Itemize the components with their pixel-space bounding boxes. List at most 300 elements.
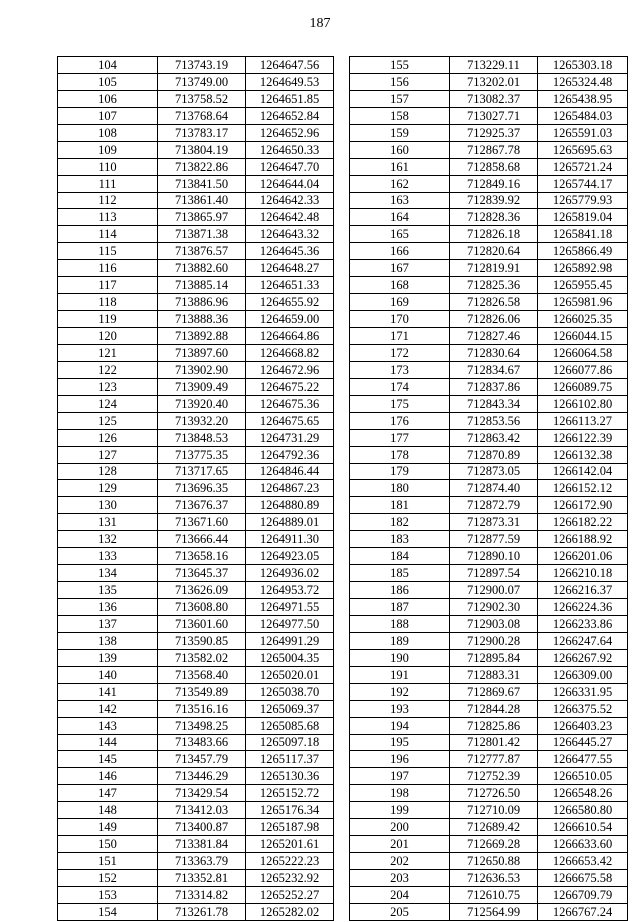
x-coordinate-cell: 712870.89 — [450, 446, 538, 463]
x-coordinate-cell: 712825.36 — [450, 277, 538, 294]
y-coordinate-cell: 1266403.23 — [538, 717, 628, 734]
table-row — [350, 192, 628, 209]
table-row — [58, 446, 334, 463]
point-number-cell: 195 — [350, 734, 450, 751]
table-row — [350, 158, 628, 175]
point-number-cell: 156 — [350, 73, 450, 90]
y-coordinate-cell: 1266477.55 — [538, 751, 628, 768]
table-row — [58, 226, 334, 243]
point-number-cell: 121 — [58, 344, 158, 361]
point-number-cell: 176 — [350, 412, 450, 429]
table-row — [58, 531, 334, 548]
x-coordinate-cell: 713888.36 — [158, 311, 246, 328]
x-coordinate-cell: 713886.96 — [158, 294, 246, 311]
table-row — [58, 632, 334, 649]
table-row — [350, 666, 628, 683]
x-coordinate-cell: 713783.17 — [158, 124, 246, 141]
point-number-cell: 194 — [350, 717, 450, 734]
y-coordinate-cell: 1266182.22 — [538, 514, 628, 531]
point-number-cell: 153 — [58, 886, 158, 903]
table-row — [58, 717, 334, 734]
y-coordinate-cell: 1265841.18 — [538, 226, 628, 243]
x-coordinate-cell: 713804.19 — [158, 141, 246, 158]
point-number-cell: 129 — [58, 480, 158, 497]
x-coordinate-cell: 713876.57 — [158, 243, 246, 260]
point-number-cell: 112 — [58, 192, 158, 209]
table-row — [58, 463, 334, 480]
y-coordinate-cell: 1266309.00 — [538, 666, 628, 683]
table-row — [58, 260, 334, 277]
table-row — [58, 361, 334, 378]
point-number-cell: 196 — [350, 751, 450, 768]
x-coordinate-cell: 713775.35 — [158, 446, 246, 463]
point-number-cell: 192 — [350, 683, 450, 700]
point-number-cell: 205 — [350, 903, 450, 920]
table-row — [350, 395, 628, 412]
point-number-cell: 116 — [58, 260, 158, 277]
y-coordinate-cell: 1264645.36 — [246, 243, 334, 260]
table-row — [58, 294, 334, 311]
table-row — [350, 599, 628, 616]
y-coordinate-cell: 1264675.36 — [246, 395, 334, 412]
y-coordinate-cell: 1264659.00 — [246, 311, 334, 328]
table-row — [58, 870, 334, 887]
table-row — [350, 615, 628, 632]
point-number-cell: 159 — [350, 124, 450, 141]
table-row — [58, 700, 334, 717]
y-coordinate-cell: 1265779.93 — [538, 192, 628, 209]
point-number-cell: 183 — [350, 531, 450, 548]
table-row — [350, 514, 628, 531]
x-coordinate-cell: 713202.01 — [450, 73, 538, 90]
point-number-cell: 201 — [350, 836, 450, 853]
y-coordinate-cell: 1266580.80 — [538, 802, 628, 819]
table-row — [58, 175, 334, 192]
y-coordinate-cell: 1264731.29 — [246, 429, 334, 446]
x-coordinate-cell: 713590.85 — [158, 632, 246, 649]
table-row — [350, 632, 628, 649]
table-row — [350, 886, 628, 903]
table-row — [350, 582, 628, 599]
y-coordinate-cell: 1264642.48 — [246, 209, 334, 226]
table-row — [58, 395, 334, 412]
y-coordinate-cell: 1264675.65 — [246, 412, 334, 429]
table-row — [58, 819, 334, 836]
point-number-cell: 202 — [350, 853, 450, 870]
x-coordinate-cell: 713645.37 — [158, 565, 246, 582]
x-coordinate-cell: 713909.49 — [158, 378, 246, 395]
table-row — [350, 429, 628, 446]
y-coordinate-cell: 1264672.96 — [246, 361, 334, 378]
point-number-cell: 137 — [58, 615, 158, 632]
x-coordinate-cell: 712819.91 — [450, 260, 538, 277]
x-coordinate-cell: 712853.56 — [450, 412, 538, 429]
table-row — [350, 819, 628, 836]
y-coordinate-cell: 1265721.24 — [538, 158, 628, 175]
point-number-cell: 133 — [58, 548, 158, 565]
x-coordinate-cell: 712869.67 — [450, 683, 538, 700]
point-number-cell: 104 — [58, 57, 158, 74]
x-coordinate-cell: 713865.97 — [158, 209, 246, 226]
table-row — [350, 649, 628, 666]
table-row — [58, 615, 334, 632]
point-number-cell: 145 — [58, 751, 158, 768]
x-coordinate-cell: 712858.68 — [450, 158, 538, 175]
point-number-cell: 141 — [58, 683, 158, 700]
point-number-cell: 188 — [350, 615, 450, 632]
table-row — [58, 378, 334, 395]
table-row — [350, 344, 628, 361]
point-number-cell: 109 — [58, 141, 158, 158]
point-number-cell: 178 — [350, 446, 450, 463]
x-coordinate-cell: 713412.03 — [158, 802, 246, 819]
table-row — [350, 497, 628, 514]
y-coordinate-cell: 1264652.96 — [246, 124, 334, 141]
x-coordinate-cell: 712843.34 — [450, 395, 538, 412]
table-row — [350, 785, 628, 802]
point-number-cell: 179 — [350, 463, 450, 480]
point-number-cell: 108 — [58, 124, 158, 141]
x-coordinate-cell: 713932.20 — [158, 412, 246, 429]
table-row — [350, 141, 628, 158]
table-row — [58, 243, 334, 260]
table-row — [350, 548, 628, 565]
x-coordinate-cell: 712897.54 — [450, 565, 538, 582]
point-number-cell: 120 — [58, 328, 158, 345]
table-row — [58, 836, 334, 853]
x-coordinate-cell: 713261.78 — [158, 903, 246, 920]
point-number-cell: 114 — [58, 226, 158, 243]
point-number-cell: 150 — [58, 836, 158, 853]
table-row — [58, 751, 334, 768]
y-coordinate-cell: 1264936.02 — [246, 565, 334, 582]
y-coordinate-cell: 1264977.50 — [246, 615, 334, 632]
x-coordinate-cell: 713676.37 — [158, 497, 246, 514]
y-coordinate-cell: 1265176.34 — [246, 802, 334, 819]
table-row — [58, 158, 334, 175]
point-number-cell: 181 — [350, 497, 450, 514]
x-coordinate-cell: 712837.86 — [450, 378, 538, 395]
table-row — [350, 73, 628, 90]
point-number-cell: 131 — [58, 514, 158, 531]
table-row — [58, 734, 334, 751]
coordinates-table-right — [349, 56, 628, 921]
x-coordinate-cell: 713568.40 — [158, 666, 246, 683]
point-number-cell: 157 — [350, 90, 450, 107]
table-row — [350, 226, 628, 243]
y-coordinate-cell: 1266216.37 — [538, 582, 628, 599]
coordinates-table-left — [57, 56, 334, 921]
x-coordinate-cell: 712867.78 — [450, 141, 538, 158]
y-coordinate-cell: 1265981.96 — [538, 294, 628, 311]
x-coordinate-cell: 712874.40 — [450, 480, 538, 497]
y-coordinate-cell: 1266142.04 — [538, 463, 628, 480]
x-coordinate-cell: 713027.71 — [450, 107, 538, 124]
table-row — [58, 666, 334, 683]
table-row — [350, 328, 628, 345]
point-number-cell: 167 — [350, 260, 450, 277]
y-coordinate-cell: 1264648.27 — [246, 260, 334, 277]
table-row — [350, 853, 628, 870]
y-coordinate-cell: 1266633.60 — [538, 836, 628, 853]
x-coordinate-cell: 712826.18 — [450, 226, 538, 243]
point-number-cell: 124 — [58, 395, 158, 412]
x-coordinate-cell: 712689.42 — [450, 819, 538, 836]
x-coordinate-cell: 712890.10 — [450, 548, 538, 565]
x-coordinate-cell: 713229.11 — [450, 57, 538, 74]
point-number-cell: 152 — [58, 870, 158, 887]
x-coordinate-cell: 712925.37 — [450, 124, 538, 141]
table-row — [350, 446, 628, 463]
y-coordinate-cell: 1266122.39 — [538, 429, 628, 446]
point-number-cell: 166 — [350, 243, 450, 260]
y-coordinate-cell: 1265097.18 — [246, 734, 334, 751]
y-coordinate-cell: 1266102.80 — [538, 395, 628, 412]
x-coordinate-cell: 713352.81 — [158, 870, 246, 887]
x-coordinate-cell: 712902.30 — [450, 599, 538, 616]
point-number-cell: 191 — [350, 666, 450, 683]
y-coordinate-cell: 1264647.70 — [246, 158, 334, 175]
table-row — [58, 565, 334, 582]
table-row — [350, 311, 628, 328]
table-row — [58, 497, 334, 514]
table-row — [58, 649, 334, 666]
point-number-cell: 164 — [350, 209, 450, 226]
table-row — [350, 175, 628, 192]
point-number-cell: 135 — [58, 582, 158, 599]
point-number-cell: 187 — [350, 599, 450, 616]
x-coordinate-cell: 713658.16 — [158, 548, 246, 565]
y-coordinate-cell: 1266267.92 — [538, 649, 628, 666]
y-coordinate-cell: 1266132.38 — [538, 446, 628, 463]
table-row — [58, 802, 334, 819]
point-number-cell: 185 — [350, 565, 450, 582]
x-coordinate-cell: 712777.87 — [450, 751, 538, 768]
y-coordinate-cell: 1264650.33 — [246, 141, 334, 158]
table-row — [58, 209, 334, 226]
table-row — [58, 57, 334, 74]
y-coordinate-cell: 1266767.24 — [538, 903, 628, 920]
x-coordinate-cell: 712873.05 — [450, 463, 538, 480]
table-row — [350, 463, 628, 480]
point-number-cell: 105 — [58, 73, 158, 90]
point-number-cell: 160 — [350, 141, 450, 158]
x-coordinate-cell: 712900.07 — [450, 582, 538, 599]
table-row — [350, 836, 628, 853]
table-row — [350, 209, 628, 226]
y-coordinate-cell: 1265282.02 — [246, 903, 334, 920]
point-number-cell: 126 — [58, 429, 158, 446]
table-row — [58, 412, 334, 429]
point-number-cell: 200 — [350, 819, 450, 836]
y-coordinate-cell: 1265695.63 — [538, 141, 628, 158]
y-coordinate-cell: 1264846.44 — [246, 463, 334, 480]
point-number-cell: 199 — [350, 802, 450, 819]
point-number-cell: 172 — [350, 344, 450, 361]
x-coordinate-cell: 713892.88 — [158, 328, 246, 345]
table-row — [350, 260, 628, 277]
y-coordinate-cell: 1264889.01 — [246, 514, 334, 531]
x-coordinate-cell: 713601.60 — [158, 615, 246, 632]
point-number-cell: 154 — [58, 903, 158, 920]
point-number-cell: 190 — [350, 649, 450, 666]
x-coordinate-cell: 713582.02 — [158, 649, 246, 666]
table-row — [350, 870, 628, 887]
y-coordinate-cell: 1264911.30 — [246, 531, 334, 548]
y-coordinate-cell: 1265152.72 — [246, 785, 334, 802]
y-coordinate-cell: 1265484.03 — [538, 107, 628, 124]
point-number-cell: 197 — [350, 768, 450, 785]
point-number-cell: 168 — [350, 277, 450, 294]
point-number-cell: 198 — [350, 785, 450, 802]
table-row — [58, 785, 334, 802]
table-row — [58, 141, 334, 158]
table-row — [350, 700, 628, 717]
x-coordinate-cell: 712710.09 — [450, 802, 538, 819]
table-row — [350, 717, 628, 734]
x-coordinate-cell: 713671.60 — [158, 514, 246, 531]
x-coordinate-cell: 712636.53 — [450, 870, 538, 887]
x-coordinate-cell: 713626.09 — [158, 582, 246, 599]
y-coordinate-cell: 1264668.82 — [246, 344, 334, 361]
x-coordinate-cell: 713314.82 — [158, 886, 246, 903]
table-row — [58, 311, 334, 328]
point-number-cell: 115 — [58, 243, 158, 260]
point-number-cell: 117 — [58, 277, 158, 294]
x-coordinate-cell: 713768.64 — [158, 107, 246, 124]
table-row — [58, 107, 334, 124]
y-coordinate-cell: 1265085.68 — [246, 717, 334, 734]
y-coordinate-cell: 1264792.36 — [246, 446, 334, 463]
x-coordinate-cell: 713549.89 — [158, 683, 246, 700]
y-coordinate-cell: 1264651.85 — [246, 90, 334, 107]
table-row — [58, 683, 334, 700]
x-coordinate-cell: 712883.31 — [450, 666, 538, 683]
y-coordinate-cell: 1264880.89 — [246, 497, 334, 514]
point-number-cell: 180 — [350, 480, 450, 497]
y-coordinate-cell: 1265130.36 — [246, 768, 334, 785]
point-number-cell: 151 — [58, 853, 158, 870]
x-coordinate-cell: 713457.79 — [158, 751, 246, 768]
x-coordinate-cell: 713516.16 — [158, 700, 246, 717]
y-coordinate-cell: 1265892.98 — [538, 260, 628, 277]
point-number-cell: 182 — [350, 514, 450, 531]
table-row — [58, 903, 334, 920]
y-coordinate-cell: 1265744.17 — [538, 175, 628, 192]
y-coordinate-cell: 1264651.33 — [246, 277, 334, 294]
y-coordinate-cell: 1266375.52 — [538, 700, 628, 717]
point-number-cell: 165 — [350, 226, 450, 243]
y-coordinate-cell: 1266210.18 — [538, 565, 628, 582]
point-number-cell: 147 — [58, 785, 158, 802]
x-coordinate-cell: 713717.65 — [158, 463, 246, 480]
y-coordinate-cell: 1264647.56 — [246, 57, 334, 74]
x-coordinate-cell: 712828.36 — [450, 209, 538, 226]
table-row — [58, 480, 334, 497]
point-number-cell: 162 — [350, 175, 450, 192]
y-coordinate-cell: 1265117.37 — [246, 751, 334, 768]
point-number-cell: 184 — [350, 548, 450, 565]
table-row — [350, 683, 628, 700]
point-number-cell: 119 — [58, 311, 158, 328]
point-number-cell: 186 — [350, 582, 450, 599]
point-number-cell: 113 — [58, 209, 158, 226]
x-coordinate-cell: 712826.58 — [450, 294, 538, 311]
table-row — [58, 514, 334, 531]
y-coordinate-cell: 1264644.04 — [246, 175, 334, 192]
y-coordinate-cell: 1266233.86 — [538, 615, 628, 632]
table-row — [58, 328, 334, 345]
x-coordinate-cell: 712801.42 — [450, 734, 538, 751]
y-coordinate-cell: 1266224.36 — [538, 599, 628, 616]
y-coordinate-cell: 1266025.35 — [538, 311, 628, 328]
table-row — [58, 768, 334, 785]
x-coordinate-cell: 713483.66 — [158, 734, 246, 751]
x-coordinate-cell: 712825.86 — [450, 717, 538, 734]
x-coordinate-cell: 713363.79 — [158, 853, 246, 870]
point-number-cell: 143 — [58, 717, 158, 734]
y-coordinate-cell: 1266653.42 — [538, 853, 628, 870]
y-coordinate-cell: 1265201.61 — [246, 836, 334, 853]
point-number-cell: 136 — [58, 599, 158, 616]
table-row — [58, 277, 334, 294]
x-coordinate-cell: 713498.25 — [158, 717, 246, 734]
x-coordinate-cell: 712844.28 — [450, 700, 538, 717]
table-row — [350, 90, 628, 107]
table-row — [350, 277, 628, 294]
y-coordinate-cell: 1265866.49 — [538, 243, 628, 260]
x-coordinate-cell: 712827.46 — [450, 328, 538, 345]
x-coordinate-cell: 712610.75 — [450, 886, 538, 903]
y-coordinate-cell: 1266044.15 — [538, 328, 628, 345]
point-number-cell: 163 — [350, 192, 450, 209]
table-row — [58, 548, 334, 565]
x-coordinate-cell: 713871.38 — [158, 226, 246, 243]
x-coordinate-cell: 713608.80 — [158, 599, 246, 616]
y-coordinate-cell: 1265252.27 — [246, 886, 334, 903]
point-number-cell: 161 — [350, 158, 450, 175]
x-coordinate-cell: 713666.44 — [158, 531, 246, 548]
point-number-cell: 127 — [58, 446, 158, 463]
y-coordinate-cell: 1264867.23 — [246, 480, 334, 497]
x-coordinate-cell: 713841.50 — [158, 175, 246, 192]
x-coordinate-cell: 713848.53 — [158, 429, 246, 446]
x-coordinate-cell: 712669.28 — [450, 836, 538, 853]
point-number-cell: 140 — [58, 666, 158, 683]
y-coordinate-cell: 1266247.64 — [538, 632, 628, 649]
y-coordinate-cell: 1265222.23 — [246, 853, 334, 870]
y-coordinate-cell: 1265004.35 — [246, 649, 334, 666]
y-coordinate-cell: 1266709.79 — [538, 886, 628, 903]
y-coordinate-cell: 1264953.72 — [246, 582, 334, 599]
table-row — [58, 90, 334, 107]
x-coordinate-cell: 713885.14 — [158, 277, 246, 294]
x-coordinate-cell: 713400.87 — [158, 819, 246, 836]
table-row — [350, 751, 628, 768]
point-number-cell: 118 — [58, 294, 158, 311]
y-coordinate-cell: 1264652.84 — [246, 107, 334, 124]
point-number-cell: 132 — [58, 531, 158, 548]
point-number-cell: 169 — [350, 294, 450, 311]
x-coordinate-cell: 712872.79 — [450, 497, 538, 514]
y-coordinate-cell: 1265955.45 — [538, 277, 628, 294]
table-row — [350, 107, 628, 124]
table-row — [350, 412, 628, 429]
point-number-cell: 173 — [350, 361, 450, 378]
point-number-cell: 174 — [350, 378, 450, 395]
point-number-cell: 123 — [58, 378, 158, 395]
y-coordinate-cell: 1265187.98 — [246, 819, 334, 836]
